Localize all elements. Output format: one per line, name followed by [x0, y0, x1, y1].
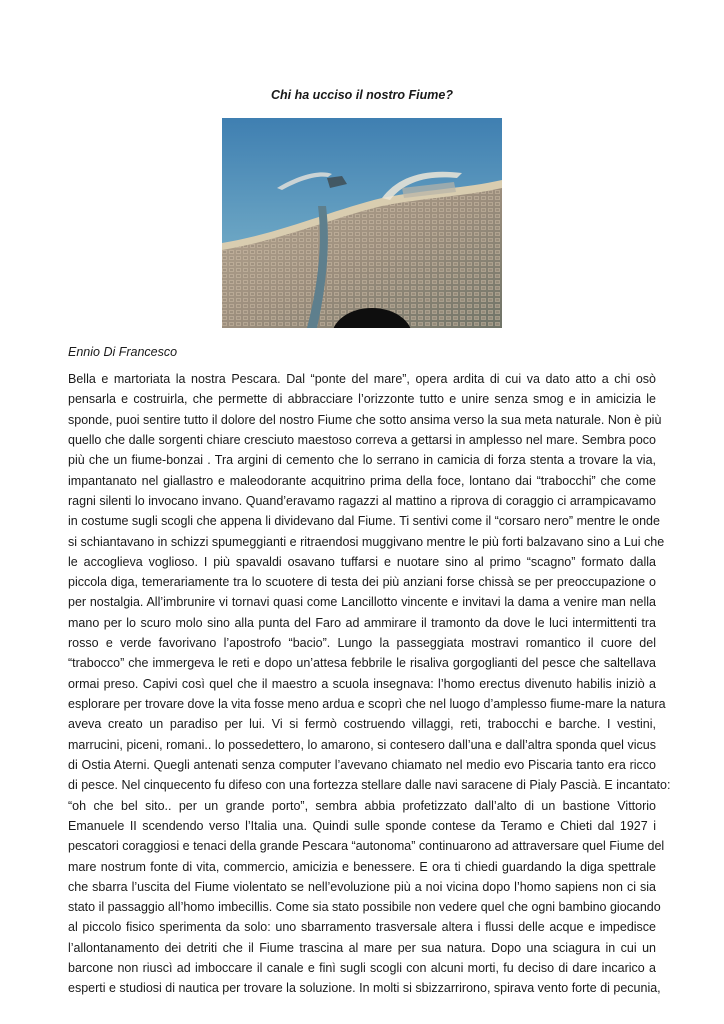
- body-line: marrucini, piceni, romani.. lo possedettero, lo amarono, si contesero dall’una e dall’altra sponda quel vicus: [68, 737, 656, 752]
- body-line: ragni silenti lo invocano invano. Quand’eravamo ragazzi al mattino a riprova di coraggio ci arrampicavamo: [68, 493, 656, 508]
- body-line: aveva creato un paradiso per lui. Vi si fermò costruendo villaggi, reti, trabocchi e barche. I vestini,: [68, 717, 656, 732]
- body-line: esperti e studiosi di nautica per trovare la soluzione. In molti si sbizzarrirono, spirava vento forte di pecunia,: [68, 981, 661, 996]
- body-line: ormai preso. Capivi così quel che il maestro a scuola insegnava: l’homo erectus divenuto habilis iniziò a: [68, 676, 656, 691]
- body-line: mare nostrum fonte di vita, commercio, amicizia e benessere. E ora ti chiedi guardando la diga spettrale: [68, 859, 656, 874]
- body-line: quello che dalle sorgenti chiare cresciuto maestoso correva a gettarsi in amplesso nel mare. Sembra poco: [68, 432, 656, 447]
- article-body: [68, 369, 671, 999]
- body-line: piccola diga, temerariamente tra lo scuotere di testa dei più anziani forse chissà se per preoccupazione o: [68, 575, 656, 590]
- body-line: barcone non riuscì ad imboccare il canale e finì sugli scogli con alcuni morti, fu deciso di dare incarico a: [68, 961, 656, 976]
- body-line: si schiantavano in schizzi spumeggianti e ritraendosi muggivano mentre le più forti balzavano sino a Lui che: [68, 534, 665, 549]
- author-name: Ennio Di Francesco: [68, 345, 178, 359]
- body-line: che sbarra l’uscita del Fiume violentato se nell’evoluzione più a noi vicina dopo l’homo sapiens non ci sia: [68, 879, 656, 894]
- body-line: di Ostia Aterni. Quegli antenati senza computer l’avevano chiamato nel medio evo Piscaria tanto era ricco: [68, 757, 656, 772]
- body-line: al piccolo fisico sperimenta da solo: uno sbarramento trasversale altera i flussi delle acque e impedisce: [68, 920, 656, 935]
- body-line: Emanuele II scendendo verso l’Italia una. Quindi sulle sponde contese da Teramo e Chieti dal 1927 i: [68, 818, 656, 833]
- body-line: le accoglieva voglioso. I più spavaldi osavano tuffarsi e nuotare sino al primo “scagno” formato dalla: [68, 554, 656, 569]
- body-line: sponde, puoi sentire tutto il dolore del nostro Fiume che sotto ansima verso la sua meta naturale. Non è più: [68, 412, 662, 427]
- body-line: stato il passaggio all’homo imbecillis. Come sia stato possibile non vedere quel che ogni bambino giocando: [68, 900, 661, 915]
- body-line: per nostalgia. All’imbrunire vi tornavi quasi come Lancillotto vincente e invitavi la dama a venire man nella: [68, 595, 656, 610]
- body-line: mano per lo scuro molo sino alla punta del Faro ad ammirare il tramonto da dove le luci intermittenti tra: [68, 615, 656, 630]
- body-line: esplorare per trovare dove la vita fosse meno ardua e scoprì che nel luogo d’amplesso fiume-mare la natura: [68, 697, 666, 711]
- body-line: Bella e martoriata la nostra Pescara. Dal “ponte del mare”, opera ardita di cui va dato atto a chi osò: [68, 372, 656, 386]
- body-line: in costume sugli scogli che appena li dividevano dal Fiume. Ti sentivi come il “corsaro nero” mentre le onde: [68, 514, 660, 529]
- body-line: pescatori coraggiosi e tenaci della grande Pescara “autonoma” continuarono ad attraversare quel Fiume del: [68, 839, 665, 854]
- body-line: impantanato nel giallastro e maleodorante acquitrino prima della foce, lontano dai “trabocchi” che come: [68, 473, 656, 488]
- body-line: di pesce. Nel cinquecento fu difeso con una fortezza stellare dalle navi saracene di Pialy Pascià. E incantato:: [68, 778, 671, 793]
- body-line: “oh che bel sito.. per un grande porto”, sembra abbia profetizzato dall’alto di un bastione Vittorio: [68, 798, 656, 813]
- body-line: pensarla e costruirla, che permette di abbracciare l’orizzonte tutto e unire senza smog e in amicizia le: [68, 392, 656, 407]
- body-line: “trabocco” che immergeva le reti e dopo un’attesa febbrile le risaliva gorgoglianti del pesce che saltellava: [68, 656, 656, 671]
- body-line: più che un fiume-bonzai . Tra argini di cemento che lo serrano in camicia di forza stenta a trovare la via,: [68, 453, 656, 468]
- body-line: rosso e verde favorivano l’apostrofo “bacio”. Lungo la passeggiata mostravi romantico il cuore del: [68, 636, 656, 651]
- body-line: l’allontanamento dei detriti che il Fiume trascina al mare per sua natura. Dopo una sciagura in cui un: [68, 940, 656, 955]
- aerial-photo-pescara: [222, 118, 502, 328]
- article-title: Chi ha ucciso il nostro Fiume?: [271, 88, 453, 102]
